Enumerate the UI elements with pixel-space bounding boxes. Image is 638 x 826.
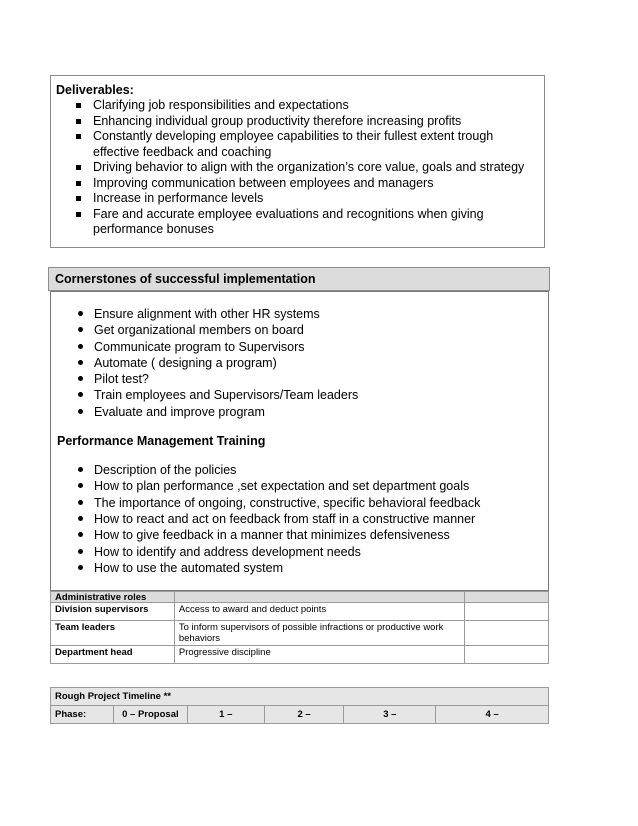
table-row — [51, 706, 549, 724]
deliverables-list — [56, 98, 539, 238]
cornerstones-list — [57, 306, 542, 420]
table-cell — [465, 621, 549, 646]
deliverables-heading: Deliverables: — [56, 83, 134, 97]
table-cell — [465, 603, 549, 621]
list-item: How to react and act on feedback from staff in a constructive manner — [57, 511, 542, 527]
cornerstones-heading: Cornerstones of successful implementation — [48, 267, 550, 291]
list-item: Train employees and Supervisors/Team leaders — [57, 387, 542, 403]
list-item: Enhancing individual group productivity therefore increasing profits — [56, 114, 539, 130]
timeline-title: Rough Project Timeline ** — [51, 688, 549, 706]
list-item: Increase in performance levels — [56, 191, 539, 207]
list-item: Improving communication between employees and managers — [56, 176, 539, 192]
role-description: Progressive discipline — [174, 646, 464, 664]
list-item: Constantly developing employee capabilities to their fullest extent trough effective feedback and coaching — [56, 129, 539, 160]
phase-cell: 2 – — [264, 706, 344, 724]
list-item: Driving behavior to align with the organization’s core value, goals and strategy — [56, 160, 539, 176]
list-item: Evaluate and improve program — [57, 404, 542, 420]
list-item: The importance of ongoing, constructive, specific behavioral feedback — [57, 495, 542, 511]
table-row — [51, 592, 549, 603]
list-item: How to give feedback in a manner that minimizes defensiveness — [57, 527, 542, 543]
table-row — [51, 603, 549, 621]
table-cell — [174, 592, 464, 603]
list-item: How to identify and address development needs — [57, 544, 542, 560]
role-name: Team leaders — [51, 621, 175, 646]
list-item: How to use the automated system — [57, 560, 542, 576]
phase-cell: 1 – — [187, 706, 264, 724]
list-item: Communicate program to Supervisors — [57, 339, 542, 355]
training-list — [57, 462, 542, 576]
deliverables-box — [50, 75, 545, 248]
list-item: Description of the policies — [57, 462, 542, 478]
cornerstones-box — [50, 291, 549, 591]
list-item: Automate ( designing a program) — [57, 355, 542, 371]
list-item: Fare and accurate employee evaluations and recognitions when giving performance bonuses — [56, 207, 539, 238]
list-item: Clarifying job responsibilities and expectations — [56, 98, 539, 114]
list-item: Pilot test? — [57, 371, 542, 387]
list-item: How to plan performance ,set expectation and set department goals — [57, 478, 542, 494]
role-name: Department head — [51, 646, 175, 664]
timeline-table — [50, 687, 549, 724]
roles-header: Administrative roles — [51, 592, 175, 603]
role-name: Division supervisors — [51, 603, 175, 621]
phase-cell: 3 – — [344, 706, 436, 724]
phase-cell: 0 – Proposal — [113, 706, 187, 724]
training-heading: Performance Management Training — [57, 434, 266, 449]
role-description: Access to award and deduct points — [174, 603, 464, 621]
role-description: To inform supervisors of possible infractions or productive work behaviors — [174, 621, 464, 646]
table-row — [51, 646, 549, 664]
phase-label: Phase: — [51, 706, 114, 724]
table-row — [51, 688, 549, 706]
table-cell — [465, 592, 549, 603]
list-item: Get organizational members on board — [57, 322, 542, 338]
roles-table — [50, 591, 549, 664]
table-cell — [465, 646, 549, 664]
phase-cell: 4 – — [436, 706, 549, 724]
table-row — [51, 621, 549, 646]
list-item: Ensure alignment with other HR systems — [57, 306, 542, 322]
